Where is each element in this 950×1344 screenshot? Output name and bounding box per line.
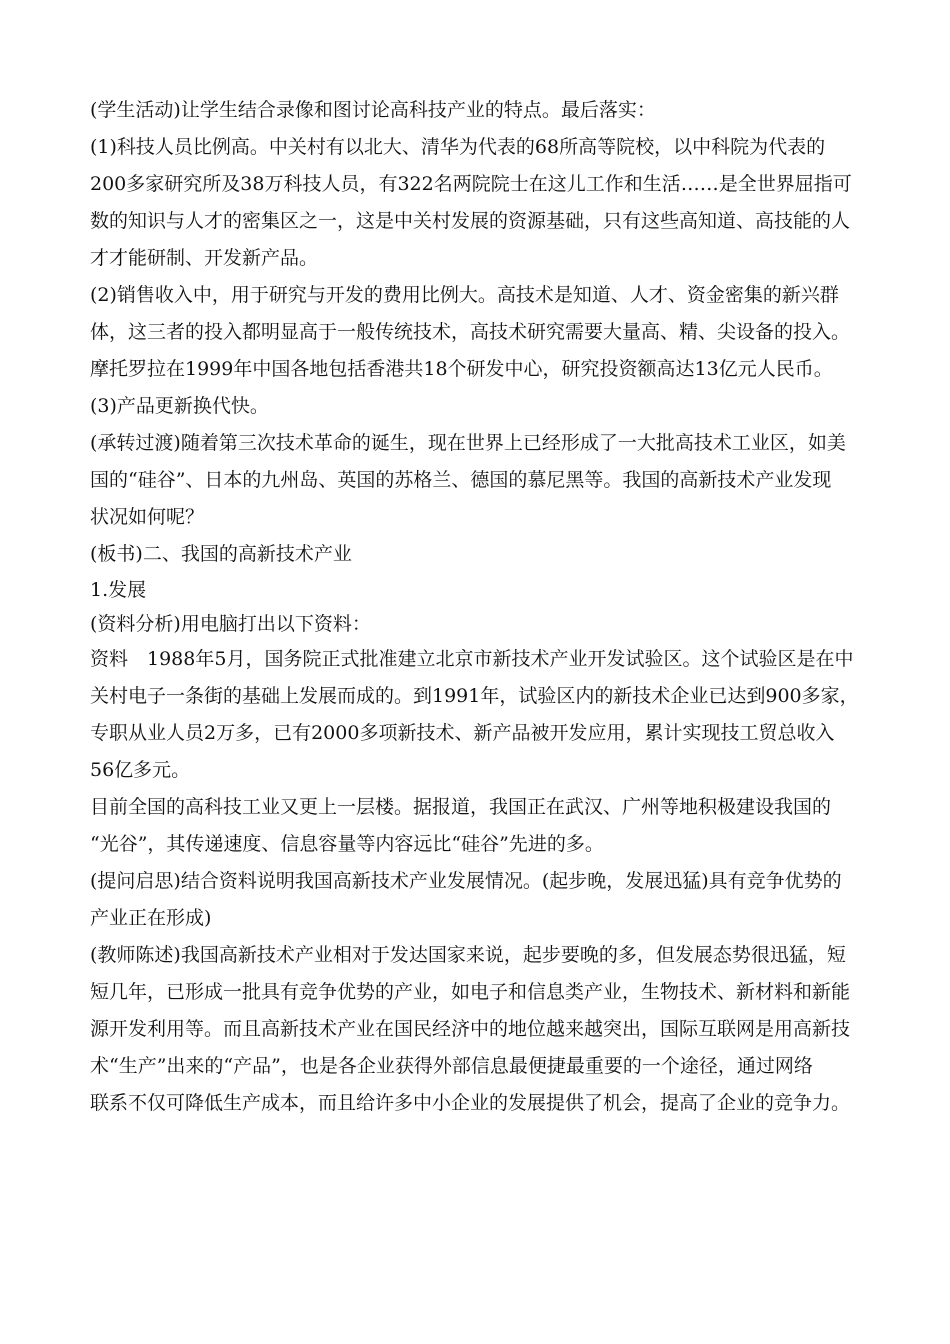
text-line: 体，这三者的投入都明显高于一般传统技术，高技术研究需要大量高、精、尖设备的投入。 xyxy=(90,321,851,343)
text-line: 关村电子一条街的基础上发展而成的。到1991年，试验区内的新技术企业已达到900多家， xyxy=(90,685,859,707)
text-line: 专职从业人员2万多，已有2000多项新技术、新产品被开发应用，累计实现技工贸总收入 xyxy=(90,722,835,744)
text-line: 短几年，已形成一批具有竞争优势的产业，如电子和信息类产业，生物技术、新材料和新能 xyxy=(90,981,851,1003)
text-line: (3)产品更新换代快。 xyxy=(90,395,269,417)
text-line: (1)科技人员比例高。中关村有以北大、清华为代表的68所高等院校，以中科院为代表的 xyxy=(90,136,826,158)
text-line: 状况如何呢？ xyxy=(90,506,205,528)
text-line: 国的“硅谷”、日本的九州岛、英国的苏格兰、德国的慕尼黑等。我国的高新技术产业发现 xyxy=(90,469,832,491)
text-line: 56亿多元。 xyxy=(90,759,191,781)
text-line: “光谷”，其传递速度、信息容量等内容远比“硅谷”先进的多。 xyxy=(90,833,604,855)
text-line: (教师陈述)我国高新技术产业相对于发达国家来说，起步要晚的多，但发展态势很迅猛，短 xyxy=(90,944,846,966)
text-line: 资料 1988年5月，国务院正式批准建立北京市新技术产业开发试验区。这个试验区是在中 xyxy=(90,648,854,670)
text-line: 联系不仅可降低生产成本，而且给许多中小企业的发展提供了机会，提高了企业的竞争力。 xyxy=(90,1092,851,1114)
text-line: (2)销售收入中，用于研究与开发的费用比例大。高技术是知道、人才、资金密集的新兴群 xyxy=(90,284,839,306)
text-line: (提问启思)结合资料说明我国高新技术产业发展情况。(起步晚，发展迅猛)具有竞争优势的 xyxy=(90,870,842,892)
document-body xyxy=(90,92,870,1122)
text-line: 200多家研究所及38万科技人员，有322名两院院士在这儿工作和生活……是全世界屈指可 xyxy=(90,173,852,195)
text-line: 目前全国的高科技工业又更上一层楼。据报道，我国正在武汉、广州等地积极建设我国的 xyxy=(90,796,832,818)
text-line: 1.发展 xyxy=(90,579,147,601)
text-line: (资料分析)用电脑打出以下资料： xyxy=(90,613,371,635)
text-line: 产业正在形成) xyxy=(90,907,212,929)
text-line: 源开发利用等。而且高新技术产业在国民经济中的地位越来越突出，国际互联网是用高新技 xyxy=(90,1018,851,1040)
text-line: (板书)二、我国的高新技术产业 xyxy=(90,543,352,565)
text-line: 摩托罗拉在1999年中国各地包括香港共18个研发中心，研究投资额高达13亿元人民币。 xyxy=(90,358,833,380)
text-line: 才才能研制、开发新产品。 xyxy=(90,247,319,269)
text-line: (学生活动)让学生结合录像和图讨论高科技产业的特点。最后落实： xyxy=(90,99,656,121)
text-line: 数的知识与人才的密集区之一，这是中关村发展的资源基础，只有这些高知道、高技能的人 xyxy=(90,210,851,232)
text-line: 术“生产”出来的“产品”，也是各企业获得外部信息最便捷最重要的一个途径，通过网络 xyxy=(90,1055,813,1077)
text-line: (承转过渡)随着第三次技术革命的诞生，现在世界上已经形成了一大批高技术工业区，如美 xyxy=(90,432,846,454)
